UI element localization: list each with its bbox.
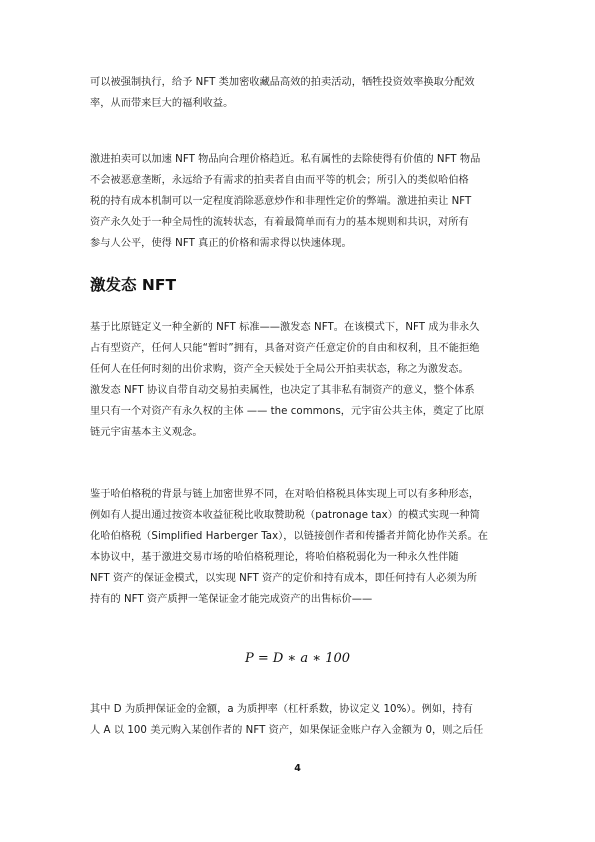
text-line: 激进拍卖可以加速 NFT 物品向合理价格趋近。私有属性的去除使得有价值的 NFT 物品 — [90, 154, 481, 165]
text-line: 本协议中，基于激进交易市场的哈伯格税理论，将哈伯格税弱化为一种永久性伴随 — [90, 552, 459, 563]
text-line: 可以被强制执行，给予 NFT 类加密收藏品高效的拍卖活动，牺牲投资效率换取分配效 — [90, 77, 475, 88]
text-line: 任何人在任何时刻的出价求购，资产全天候处于全局公开拍卖状态，称之为激发态。 — [90, 364, 469, 375]
section-heading: 激发态 NFT — [90, 276, 177, 294]
text-line: 资产永久处于一种全局性的流转状态，有着最简单而有力的基本规则和共识，对所有 — [90, 217, 469, 228]
text-line: 参与人公平，使得 NFT 真正的价格和需求得以快速体现。 — [90, 238, 352, 249]
text-line: 占有型资产，任何人只能“暂时”拥有，具备对资产任意定价的自由和权利，且不能拒绝 — [90, 343, 480, 354]
text-line: 其中 D 为质押保证金的金额，a 为质押率（杠杆系数，协议定义 10%）。例如，持有 — [90, 704, 473, 715]
text-line: 里只有一个对资产有永久权的主体 —— the commons，元宇宙公共主体，奠定了比原 — [90, 406, 485, 417]
paragraph-excited-nft — [90, 317, 508, 443]
text-line: 税的持有成本机制可以一定程度消除恶意炒作和非理性定价的弊端。激进拍卖让 NFT — [90, 196, 472, 207]
pricing-formula: P = D ∗ a ∗ 100 — [244, 651, 351, 666]
page-number: 4 — [294, 763, 301, 774]
text-line: 鉴于哈伯格税的背景与链上加密世界不同，在对哈伯格税具体实现上可以有多种形态， — [90, 489, 480, 500]
text-line: 基于比原链定义一种全新的 NFT 标准——激发态 NFT。在该模式下，NFT 成为非永久 — [90, 322, 480, 333]
text-line: NFT 资产的保证金模式，以实现 NFT 资产的定价和持有成本，即任何持有人必须为所 — [90, 573, 478, 584]
paragraph-harberger-tax — [90, 484, 508, 610]
paragraph-formula-explanation — [90, 699, 508, 741]
text-line: 人 A 以 100 美元购入某创作者的 NFT 资产，如果保证金账户存入金额为 0，则之后任 — [90, 725, 484, 736]
text-line: 例如有人提出通过按资本收益征税比收取赞助税（patronage tax）的模式实现一种简 — [90, 510, 480, 521]
text-line: 不会被恶意垄断，永远给予有需求的拍卖者自由而平等的机会；所引入的类似哈伯格 — [90, 175, 469, 186]
text-line: 化哈伯格税（Simplified Harberger Tax），以链接创作者和传播者并简化协作关系。在 — [90, 531, 489, 542]
paragraph-radical-auction — [90, 149, 508, 254]
paragraph-auction-efficiency — [90, 72, 508, 114]
text-line: 链元宇宙基本主义观念。 — [90, 427, 203, 438]
text-line: 激发态 NFT 协议自带自动交易拍卖属性，也决定了其非私有制资产的意义，整个体系 — [90, 385, 475, 396]
text-line: 率，从而带来巨大的福利收益。 — [90, 98, 234, 109]
text-line: 持有的 NFT 资产质押一笔保证金才能完成资产的出售标价—— — [90, 594, 373, 605]
